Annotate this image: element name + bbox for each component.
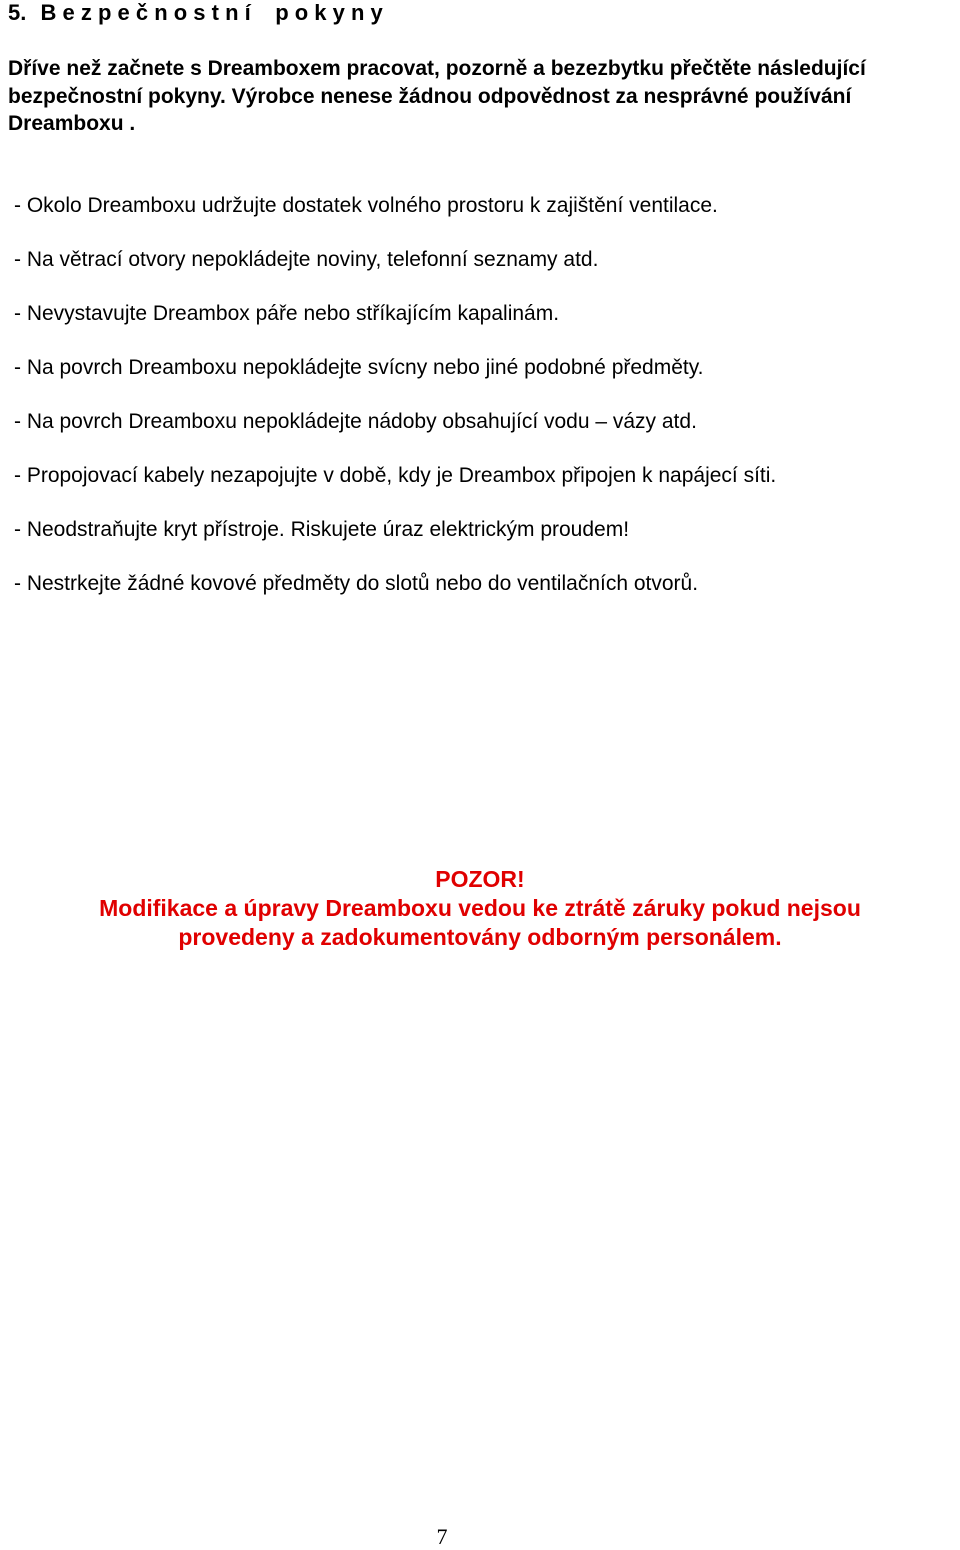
section-title: B e z p e č n o s t n í p o k y n y [40,0,383,25]
instruction-item: - Na povrch Dreamboxu nepokládejte nádoby obsahující vodu – vázy atd. [14,410,697,433]
warning-title: POZOR! [435,866,525,892]
warning-notice [0,865,960,952]
page-number: 7 [436,1524,448,1549]
instruction-item: - Na větrací otvory nepokládejte noviny, telefonní seznamy atd. [14,248,599,271]
intro-paragraph: Dříve než začnete s Dreamboxem pracovat, pozorně a bezezbytku přečtěte následující bezpečnostní pokyny. Výrobce nenese žádnou odpovědnost za nesprávné používání Dreamboxu . [8,57,866,135]
instruction-item: - Neodstraňujte kryt přístroje. Riskujete úraz elektrickým proudem! [14,518,630,541]
safety-instructions-list [14,191,776,623]
warning-line-1: Modifikace a úpravy Dreamboxu vedou ke ztrátě záruky pokud nejsou [99,895,861,921]
section-number: 5. [8,0,27,25]
instruction-item: - Nevystavujte Dreambox páře nebo stříkajícím kapalinám. [14,302,560,325]
instruction-item: - Propojovací kabely nezapojujte v době, kdy je Dreambox připojen k napájecí síti. [14,464,777,487]
instruction-item: - Nestrkejte žádné kovové předměty do slotů nebo do ventilačních otvorů. [14,572,699,595]
instruction-item: - Okolo Dreamboxu udržujte dostatek volného prostoru k zajištění ventilace. [14,194,718,217]
warning-line-2: provedeny a zadokumentovány odborným personálem. [178,924,782,950]
section-heading [8,0,383,28]
instruction-item: - Na povrch Dreamboxu nepokládejte svícny nebo jiné podobné předměty. [14,356,704,379]
